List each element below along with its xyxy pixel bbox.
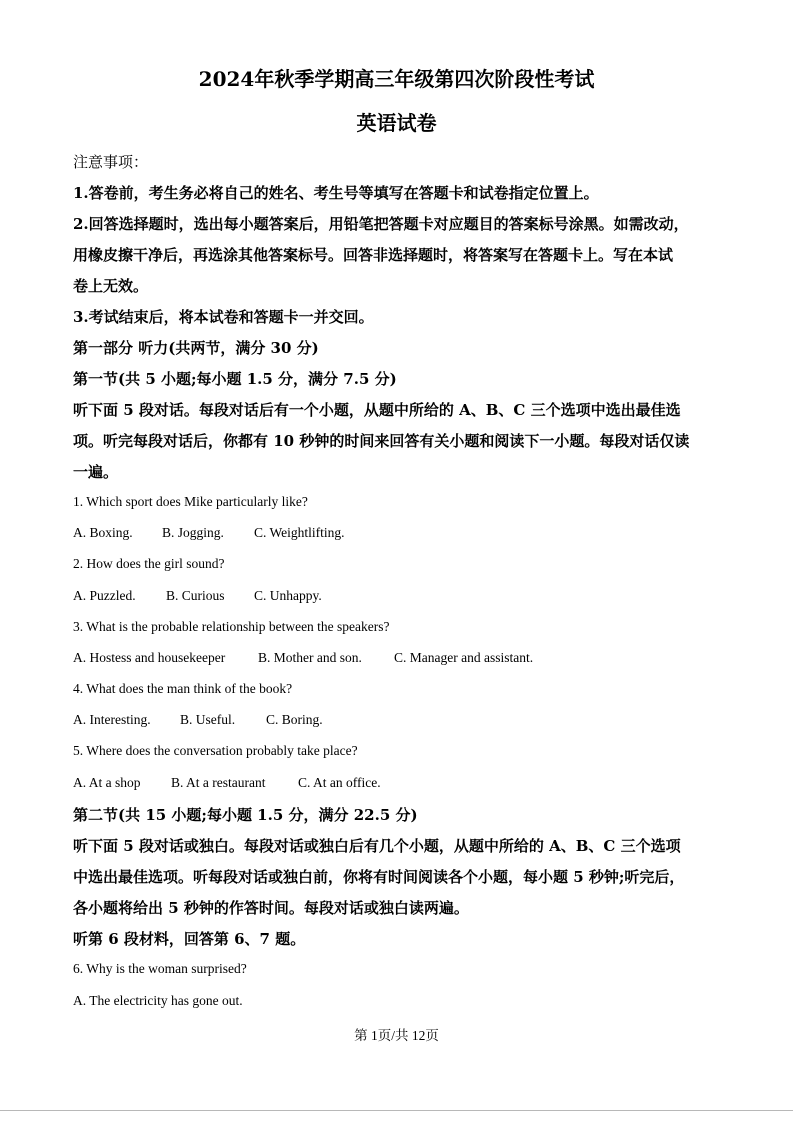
question-2-option-a: A. Puzzled. bbox=[73, 588, 136, 603]
question-5-option-a: A. At a shop bbox=[73, 775, 141, 790]
section1-instruction-line-1: 听下面 5 段对话。每段对话后有一个小题，从题中所给的 A、B、C 三个选项中选出最佳选 bbox=[73, 401, 681, 419]
page-bottom-divider bbox=[0, 1110, 793, 1111]
question-3-option-b: B. Mother and son. bbox=[258, 650, 362, 665]
question-2-option-b: B. Curious bbox=[166, 588, 225, 603]
question-3-option-c: C. Manager and assistant. bbox=[394, 650, 534, 665]
question-6-option-a: A. The electricity has gone out. bbox=[73, 993, 243, 1008]
question-6-stem: 6. Why is the woman surprised? bbox=[73, 961, 247, 976]
question-4-option-b: B. Useful. bbox=[180, 712, 236, 727]
question-3-option-a: A. Hostess and housekeeper bbox=[73, 650, 226, 665]
notice-item-2-line-1: 2.回答选择题时，选出每小题答案后，用铅笔把答题卡对应题目的答案标号涂黑。如需改动， bbox=[73, 215, 689, 233]
question-4-stem: 4. What does the man think of the book? bbox=[73, 681, 293, 696]
section2-instruction-line-2: 中选出最佳选项。听每段对话或独白前，你将有时间阅读各个小题，每小题 5 秒钟;听完后， bbox=[73, 868, 685, 886]
question-5-option-b: B. At a restaurant bbox=[171, 775, 266, 790]
section2-instruction-line-1: 听下面 5 段对话或独白。每段对话或独白后有几个小题，从题中所给的 A、B、C 三个选项 bbox=[73, 837, 681, 855]
question-5-stem: 5. Where does the conversation probably take place? bbox=[73, 743, 358, 758]
notice-item-2-line-2: 用橡皮擦干净后，再选涂其他答案标号。回答非选择题时，将答案写在答题卡上。写在本试 bbox=[73, 246, 674, 264]
question-2-option-c: C. Unhappy. bbox=[254, 588, 322, 603]
section1-instruction-line-3: 一遍。 bbox=[73, 463, 119, 481]
question-4-option-c: C. Boring. bbox=[266, 712, 323, 727]
exam-subtitle: 英语试卷 bbox=[356, 111, 437, 135]
question-3-stem: 3. What is the probable relationship between the speakers? bbox=[73, 619, 390, 634]
notice-item-2-line-3: 卷上无效。 bbox=[73, 277, 149, 295]
page-number: 第 1页/共 12页 bbox=[354, 1028, 439, 1043]
section1-instruction-line-2: 项。听完每段对话后，你都有 10 秒钟的时间来回答有关小题和阅读下一小题。每段对话仅读 bbox=[73, 432, 690, 450]
question-1-option-a: A. Boxing. bbox=[73, 525, 133, 540]
exam-title: 2024年秋季学期高三年级第四次阶段性考试 bbox=[198, 67, 595, 91]
notice-item-3: 3.考试结束后，将本试卷和答题卡一并交回。 bbox=[73, 308, 374, 326]
notice-item-1: 1.答卷前，考生务必将自己的姓名、考生号等填写在答题卡和试卷指定位置上。 bbox=[73, 184, 599, 202]
section1-heading: 第一节(共 5 小题;每小题 1.5 分，满分 7.5 分) bbox=[73, 370, 397, 388]
question-1-option-c: C. Weightlifting. bbox=[254, 525, 345, 540]
question-4-option-a: A. Interesting. bbox=[73, 712, 151, 727]
question-1-option-b: B. Jogging. bbox=[162, 525, 224, 540]
section2-heading: 第二节(共 15 小题;每小题 1.5 分，满分 22.5 分) bbox=[73, 806, 418, 824]
question-2-stem: 2. How does the girl sound? bbox=[73, 556, 225, 571]
section2-instruction-line-3: 各小题将给出 5 秒钟的作答时间。每段对话或独白读两遍。 bbox=[73, 899, 469, 917]
material-6-instruction: 听第 6 段材料，回答第 6、7 题。 bbox=[73, 930, 306, 948]
part1-heading: 第一部分 听力(共两节，满分 30 分) bbox=[73, 339, 319, 357]
question-5-option-c: C. At an office. bbox=[298, 775, 381, 790]
notice-heading: 注意事项： bbox=[73, 153, 149, 171]
question-1-stem: 1. Which sport does Mike particularly like? bbox=[73, 494, 308, 509]
